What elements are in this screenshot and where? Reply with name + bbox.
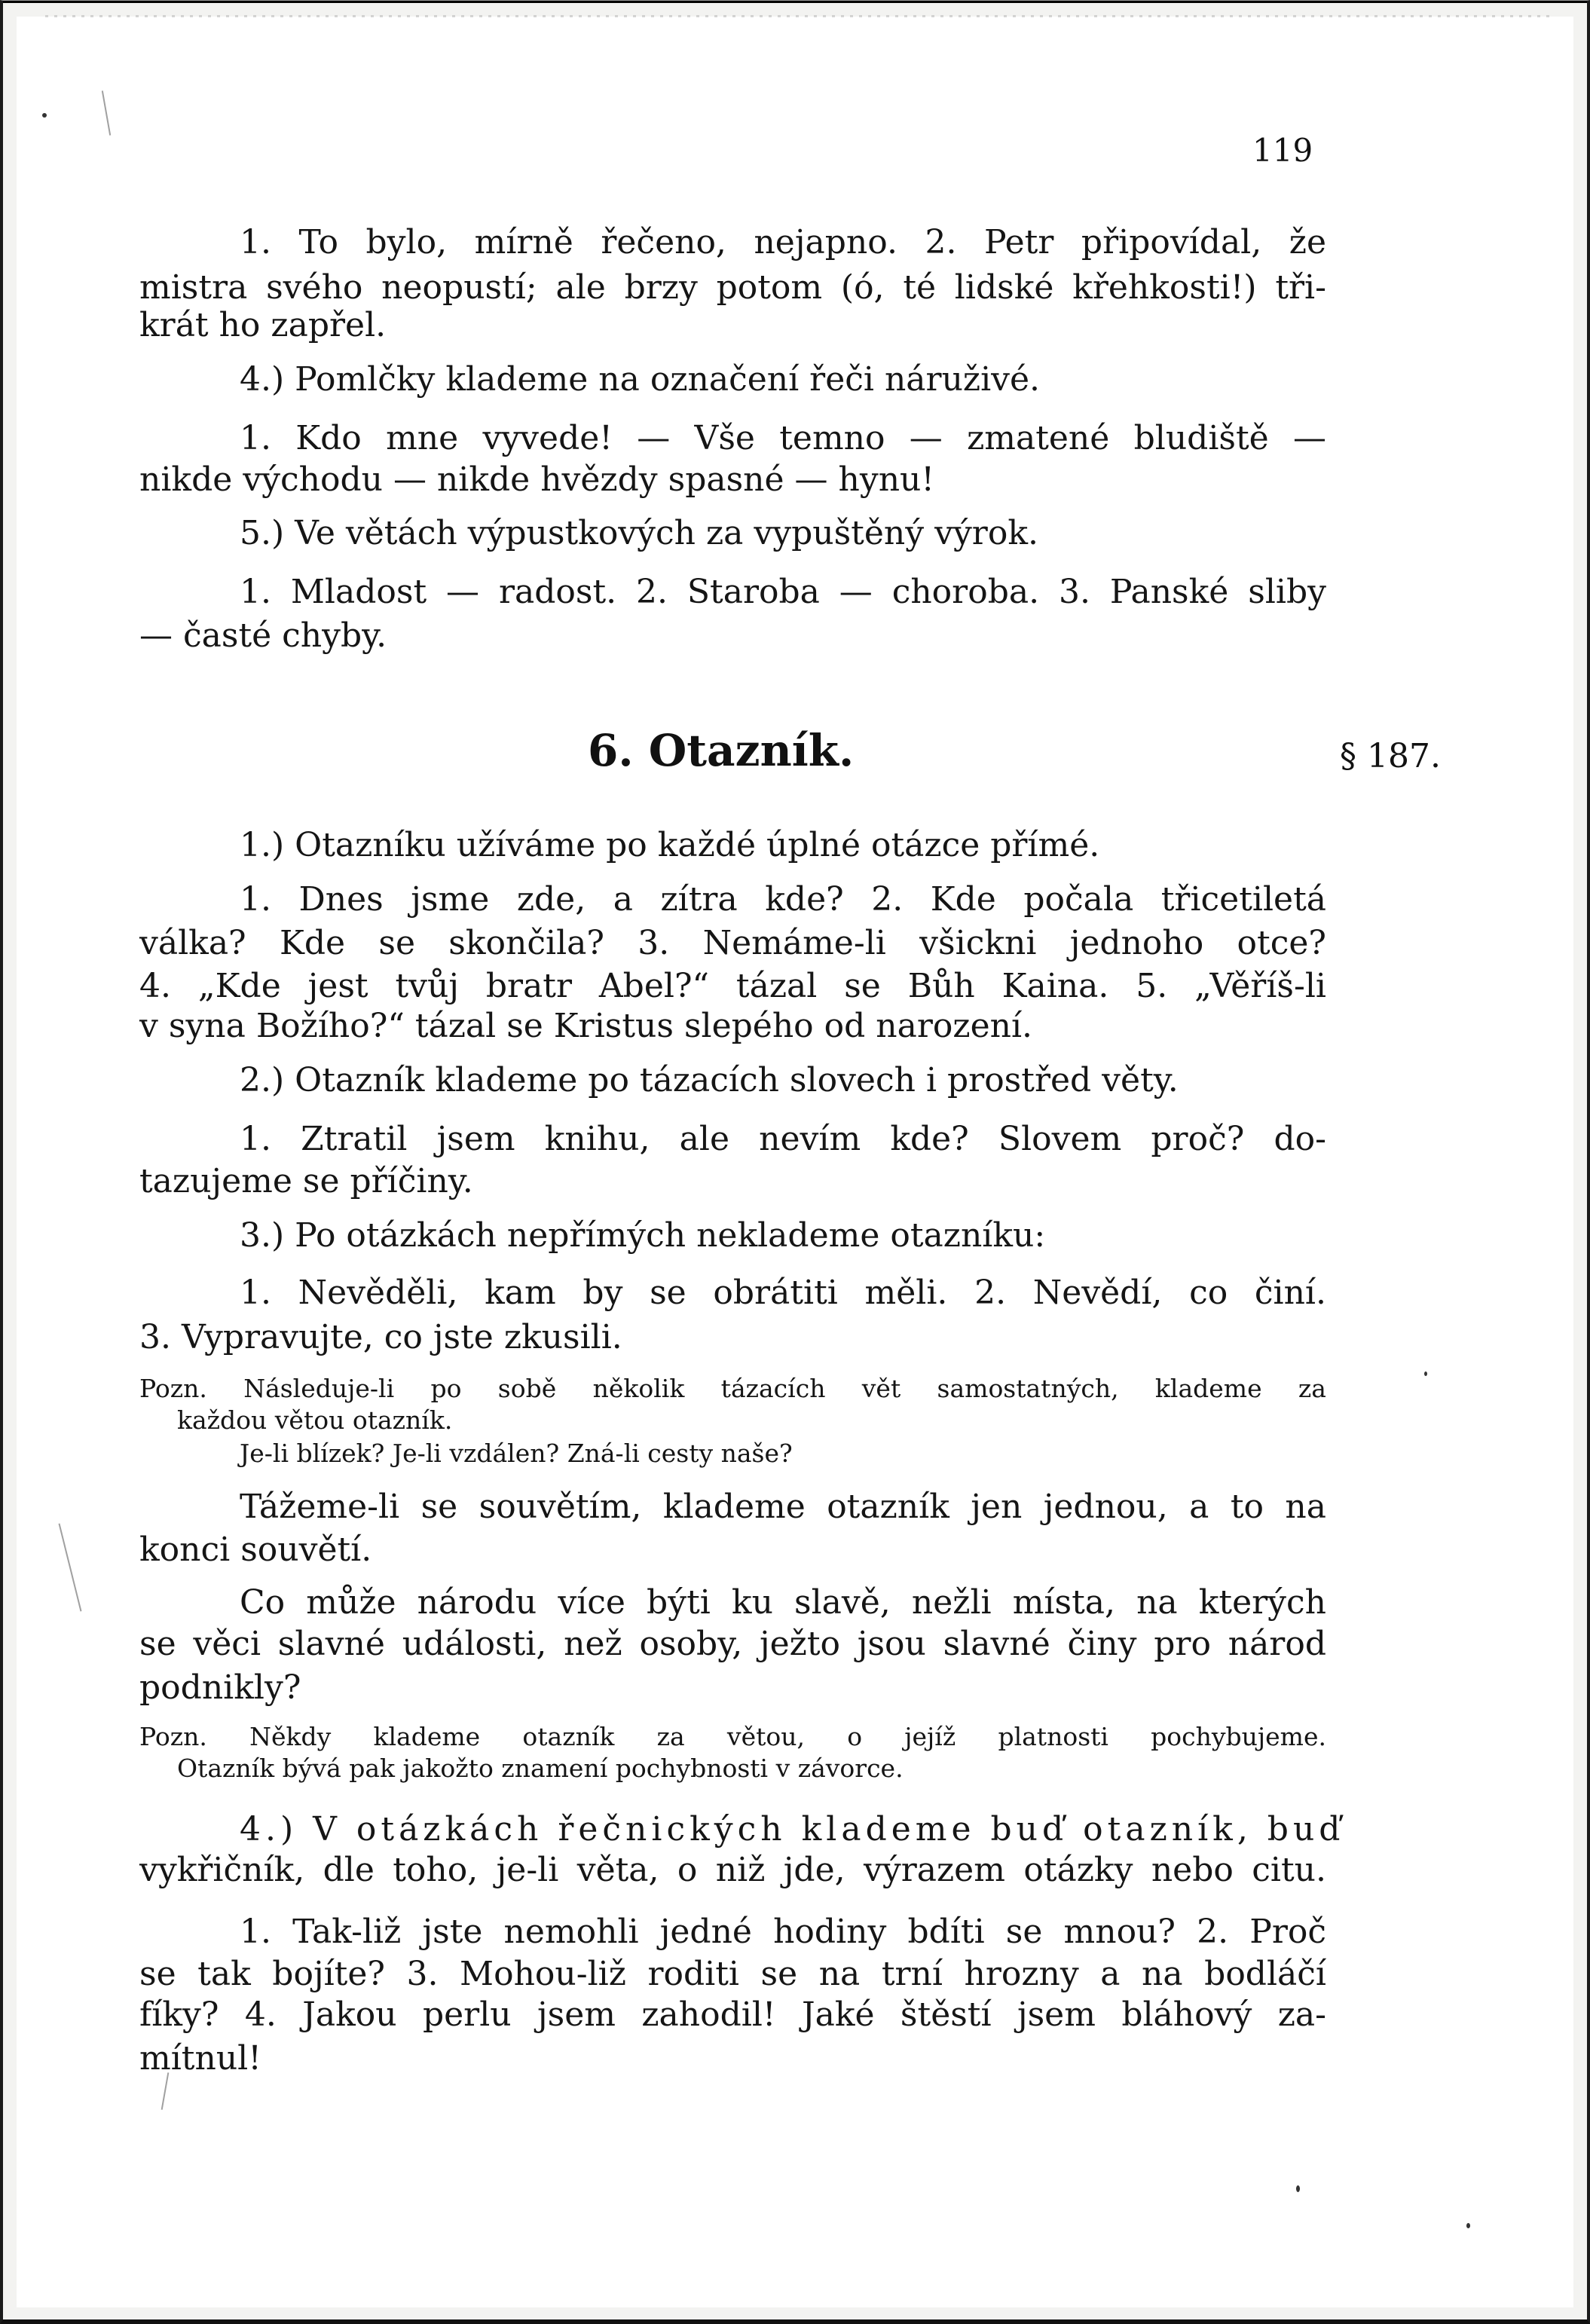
- text-line: tazujeme se příčiny.: [139, 1162, 473, 1200]
- note-line: Pozn. Následuje-li po sobě několik tázacích vět samostatných, klademe za: [139, 1374, 1326, 1403]
- note-line: Otazník bývá pak jakožto znamení pochybnosti v závorce.: [177, 1754, 904, 1783]
- text-line: podnikly?: [139, 1668, 301, 1707]
- text-line: 1. Ztratil jsem knihu, ale nevím kde? Slovem proč? do-: [240, 1120, 1326, 1158]
- text-line: konci souvětí.: [139, 1530, 372, 1569]
- text-line: mistra svého neopustí; ale brzy potom (ó, té lidské křehkosti!) tři-: [139, 268, 1326, 307]
- note-line: každou větou otazník.: [177, 1405, 453, 1435]
- text-line: 1. Mladost — radost. 2. Staroba — choroba. 3. Panské sliby: [240, 573, 1326, 611]
- note-line: Je-li blízek? Je-li vzdálen? Zná-li cesty naše?: [240, 1439, 793, 1468]
- text-line: 4. „Kde jest tvůj bratr Abel?“ tázal se Bůh Kaina. 5. „Věříš-li: [139, 967, 1326, 1005]
- scan-edge-noise: [45, 15, 1552, 17]
- text-line: 1. Dnes jsme zde, a zítra kde? 2. Kde počala třicetiletá: [240, 880, 1326, 919]
- text-line: 1. To bylo, mírně řečeno, nejapno. 2. Petr připovídal, že: [240, 223, 1326, 261]
- scan-scratch: [102, 90, 111, 135]
- text-line: se věci slavné události, než osoby, ježto jsou slavné činy pro národ: [139, 1625, 1326, 1663]
- scan-scratch: [59, 1524, 82, 1612]
- section-number: § 187.: [1340, 737, 1441, 775]
- text-line: Tážeme-li se souvětím, klademe otazník jen jednou, a to na: [240, 1488, 1326, 1526]
- rule-line: 3.) Po otázkách nepřímých neklademe otazníku:: [240, 1216, 1046, 1255]
- rule-line: 4.) Pomlčky klademe na označení řeči náruživé.: [240, 360, 1041, 399]
- text-line: — časté chyby.: [139, 616, 387, 655]
- scan-speck: [1296, 2185, 1300, 2192]
- text-line: 1. Tak-liž jste nemohli jedné hodiny bdíti se mnou? 2. Proč: [240, 1913, 1326, 1951]
- text-line: v syna Božího?“ tázal se Kristus slepého od narození.: [139, 1007, 1033, 1045]
- page-number: 119: [1252, 132, 1313, 169]
- text-line: se tak bojíte? 3. Mohou-liž roditi se na trní hrozny a na bodláčí: [139, 1955, 1326, 1993]
- rule-line: 5.) Ve větách výpustkových za vypuštěný výrok.: [240, 514, 1038, 552]
- rule-line: 2.) Otazník klademe po tázacích slovech i prostřed věty.: [240, 1061, 1179, 1099]
- text-line: Co může národu více býti ku slavě, nežli místa, na kterých: [240, 1583, 1326, 1622]
- text-line: 3. Vypravujte, co jste zkusili.: [139, 1318, 622, 1356]
- section-heading: 6. Otazník.: [588, 725, 855, 776]
- example-line: nikde východu — nikde hvězdy spasné — hynu!: [139, 460, 935, 499]
- text-line: válka? Kde se skončila? 3. Nemáme-li všickni jednoho otce?: [139, 924, 1326, 962]
- rule-line: 4.) V otázkách řečnických klademe buď otazník, buď: [240, 1810, 1345, 1848]
- text-line: mítnul!: [139, 2039, 261, 2078]
- text-line: krát ho zapřel.: [139, 306, 387, 344]
- text-line: 1. Nevěděli, kam by se obrátiti měli. 2. Nevědí, co činí.: [240, 1274, 1326, 1312]
- note-line: Pozn. Někdy klademe otazník za větou, o jejíž platnosti pochybujeme.: [139, 1722, 1326, 1751]
- example-line: 1. Kdo mne vyvede! — Vše temno — zmatené bludiště —: [240, 419, 1326, 457]
- scan-scratch: [161, 2072, 170, 2110]
- scan-speck: [1424, 1371, 1427, 1376]
- rule-line: 1.) Otazníku užíváme po každé úplné otázce přímé.: [240, 826, 1100, 864]
- text-line: fíky? 4. Jakou perlu jsem zahodil! Jaké štěstí jsem bláhový za-: [139, 1995, 1326, 2034]
- scan-speck: [1466, 2223, 1470, 2228]
- rule-line: vykřičník, dle toho, je-li věta, o niž jde, výrazem otázky nebo citu.: [139, 1851, 1326, 1889]
- scan-speck: [42, 113, 47, 118]
